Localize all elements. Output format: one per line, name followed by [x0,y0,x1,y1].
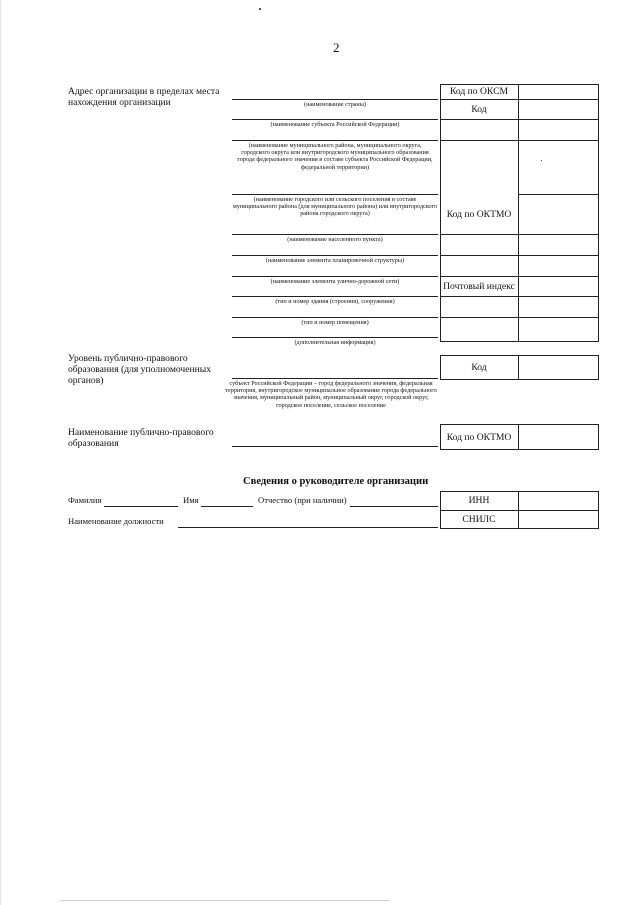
entity-code-value[interactable] [519,425,598,449]
level-code-label: Код [471,362,487,373]
subject-code-label: Код [471,103,487,115]
scan-dot [259,8,261,10]
page-number: 2 [333,40,340,55]
additional-info-line[interactable] [232,337,438,338]
scan-edge-left [0,0,1,905]
snils-value[interactable] [519,511,598,528]
municipal-district-caption: (наименование муниципального района, муниципального округа, городского округа или внутригородского муниципального образования города федерального значения в составе субъекта Российской Федерации, федеральной территории) [237,142,433,171]
building-caption: (тип и номер здания (строения), сооружения) [275,298,395,305]
country-line[interactable] [232,99,438,100]
municipal-district-line[interactable] [232,140,438,141]
subject-line[interactable] [232,119,438,120]
planning-structure-line[interactable] [232,255,438,256]
surname-label: Фамилия [68,495,102,505]
locality-caption: (наименование населенного пункта) [287,236,383,243]
level-code-value[interactable] [519,356,598,379]
additional-info-caption: (дополнительная информация) [294,339,376,346]
settlement-line[interactable] [232,194,438,195]
patronymic-label: Отчество (при наличии) [258,495,347,505]
snils-label: СНИЛС [462,514,496,525]
position-line[interactable] [178,527,438,528]
patronymic-line[interactable] [350,506,438,507]
scan-dot-grid [541,160,542,161]
position-label: Наименование должности [68,516,164,526]
building-line[interactable] [232,296,438,297]
address-label: Адрес организации в пределах места нахождения организации [68,86,220,108]
postal-index-label: Почтовый индекс [443,280,515,292]
surname-line[interactable] [104,506,178,507]
street-line[interactable] [232,276,438,277]
street-caption: (наименование элемента улично-дорожной сети) [270,278,400,285]
level-label: Уровень публично-правового образования (для уполномоченных органов) [68,353,212,386]
premises-line[interactable] [232,317,438,318]
oksm-code-label: Код по ОКСМ [449,86,509,97]
premises-caption: (тип и номер помещения) [301,319,369,326]
entity-name-label: Наименование публично-правового образования [68,427,214,449]
subject-caption: (наименование субъекта Российской Федерации) [270,121,400,128]
entity-name-line[interactable] [232,446,438,447]
settlement-caption: (наименование городского или сельского поселения в составе муниципального района (для муниципального района) или внутригородского района городского округа) [232,196,438,218]
locality-line[interactable] [232,234,438,235]
level-line[interactable] [232,378,438,379]
inn-label: ИНН [468,495,490,506]
country-caption: (наименование страны) [304,101,366,108]
entity-code-label: Код по ОКТМО [446,431,512,443]
name-label: Имя [183,495,199,505]
scan-edge-bottom [60,900,390,901]
level-caption: субъект Российской Федерации – город федерального значения, федеральная территория, внутригородское муниципальное образование города федерального значения, муниципальный район, муниципальный округ, городской округ, городское поселение, сельское поселение [225,380,437,409]
name-line[interactable] [201,506,253,507]
oktmo-code-label: Код по ОКТМО [446,208,512,220]
head-section-title: Сведения о руководителе организации [243,476,429,487]
planning-structure-caption: (наименование элемента планировочной структуры) [265,257,405,264]
inn-value[interactable] [519,492,598,509]
